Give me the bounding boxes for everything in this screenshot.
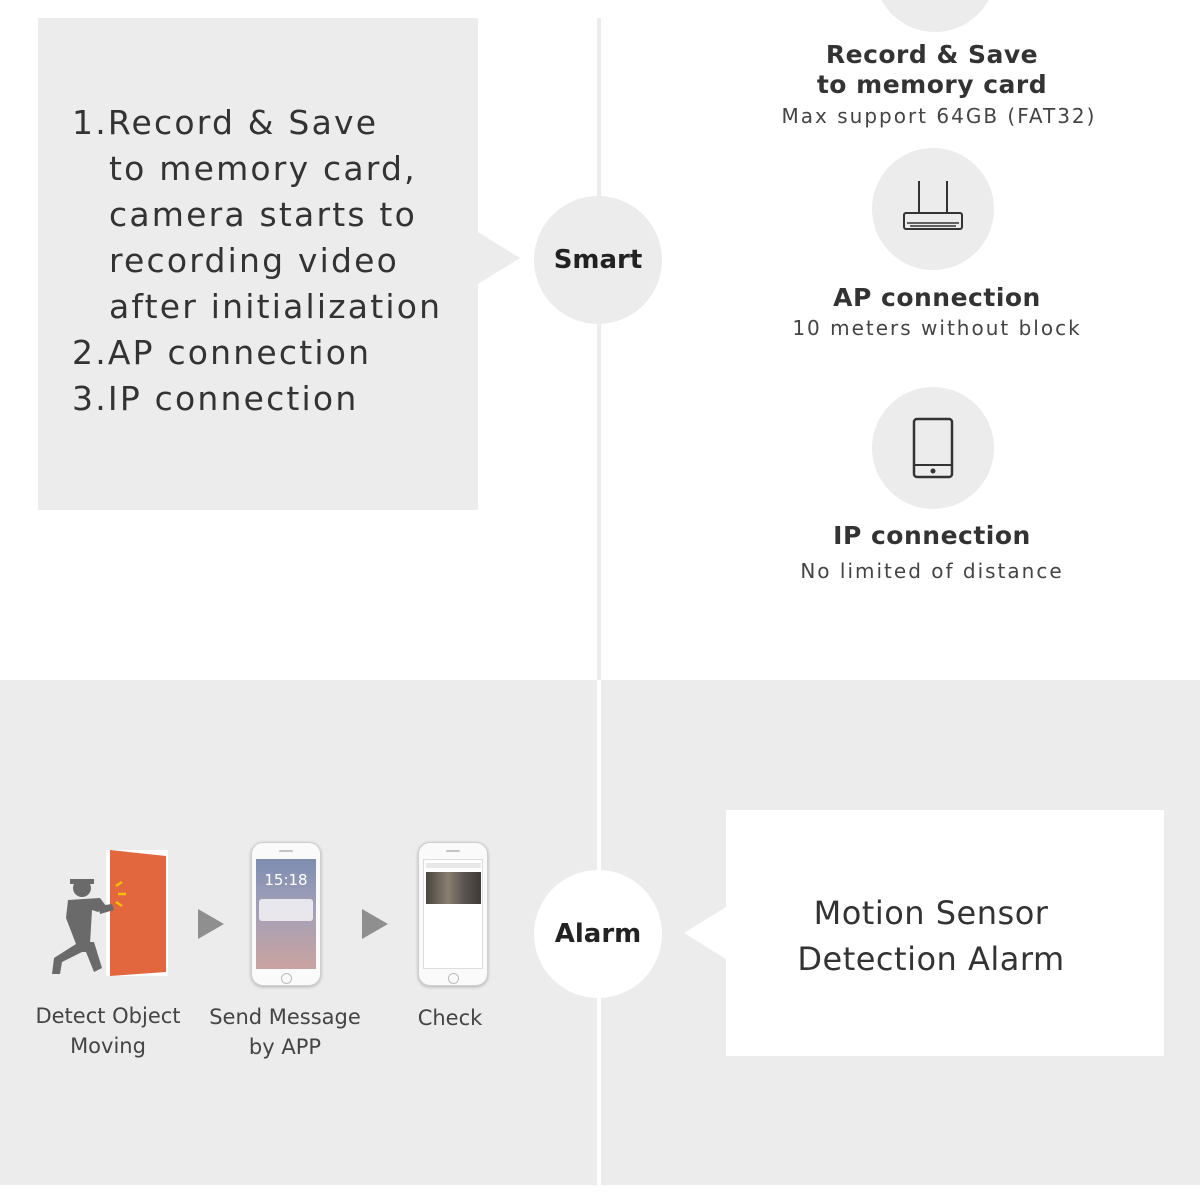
smart-list-line: recording video bbox=[109, 241, 400, 280]
router-icon bbox=[901, 179, 965, 239]
step-label-line: Moving bbox=[70, 1034, 146, 1058]
ap-feature-subtitle: 10 meters without block bbox=[792, 316, 1082, 340]
camera-video-thumbnail bbox=[426, 872, 481, 904]
phone-app-icon bbox=[418, 842, 488, 986]
memory-card-icon bbox=[874, 0, 996, 32]
alarm-description bbox=[726, 890, 1136, 982]
alarm-badge bbox=[534, 870, 662, 998]
home-button bbox=[448, 973, 459, 984]
lock-screen bbox=[256, 859, 316, 969]
home-button bbox=[281, 973, 292, 984]
smartphone-icon bbox=[911, 417, 955, 479]
notification-banner bbox=[259, 899, 313, 921]
smartphone-icon-circle bbox=[872, 387, 994, 509]
step-label-line: by APP bbox=[248, 1035, 322, 1059]
alarm-badge-label: Alarm bbox=[554, 919, 642, 949]
smart-list-line: 2.AP connection bbox=[72, 333, 372, 372]
smart-list-line: 1.Record & Save bbox=[72, 103, 379, 142]
memory-title-line: Record & Save bbox=[825, 40, 1039, 69]
smart-list-line: to memory card, bbox=[109, 149, 417, 188]
step-arrow bbox=[198, 909, 224, 939]
step-detect-label bbox=[26, 1001, 190, 1061]
smart-list-line: camera starts to bbox=[109, 195, 417, 234]
top-divider bbox=[597, 18, 601, 680]
smart-badge bbox=[534, 196, 662, 324]
phone-speaker bbox=[279, 850, 293, 852]
alarm-description-line: Detection Alarm bbox=[797, 940, 1065, 978]
step-label-line: Detect Object bbox=[35, 1004, 181, 1028]
intruder-door-icon bbox=[46, 848, 174, 980]
smart-list-line: 3.IP connection bbox=[72, 379, 359, 418]
phone-notification-icon bbox=[251, 842, 321, 986]
memory-title-line: to memory card bbox=[816, 70, 1048, 99]
memory-feature-title bbox=[732, 40, 1132, 100]
alarm-panel-pointer bbox=[684, 907, 726, 959]
alarm-description-line: Motion Sensor bbox=[813, 894, 1049, 932]
router-icon-circle bbox=[872, 148, 994, 270]
lock-screen-time: 15:18 bbox=[264, 871, 308, 889]
step-label-line: Send Message bbox=[209, 1005, 361, 1029]
app-header-bar bbox=[426, 863, 481, 868]
ip-feature-title: IP connection bbox=[833, 521, 1031, 550]
app-screen bbox=[423, 859, 483, 969]
memory-feature-subtitle: Max support 64GB (FAT32) bbox=[781, 104, 1097, 128]
ap-feature-title: AP connection bbox=[833, 283, 1041, 312]
step-arrow bbox=[362, 909, 388, 939]
ip-feature-subtitle: No limited of distance bbox=[800, 559, 1064, 583]
smart-list-line: after initialization bbox=[109, 287, 443, 326]
smart-panel-pointer bbox=[478, 232, 520, 284]
step-message-label bbox=[205, 1002, 365, 1062]
smart-features-list bbox=[72, 100, 442, 422]
phone-speaker bbox=[446, 850, 460, 852]
smart-badge-label: Smart bbox=[553, 245, 643, 275]
step-check-label: Check bbox=[417, 1006, 483, 1030]
